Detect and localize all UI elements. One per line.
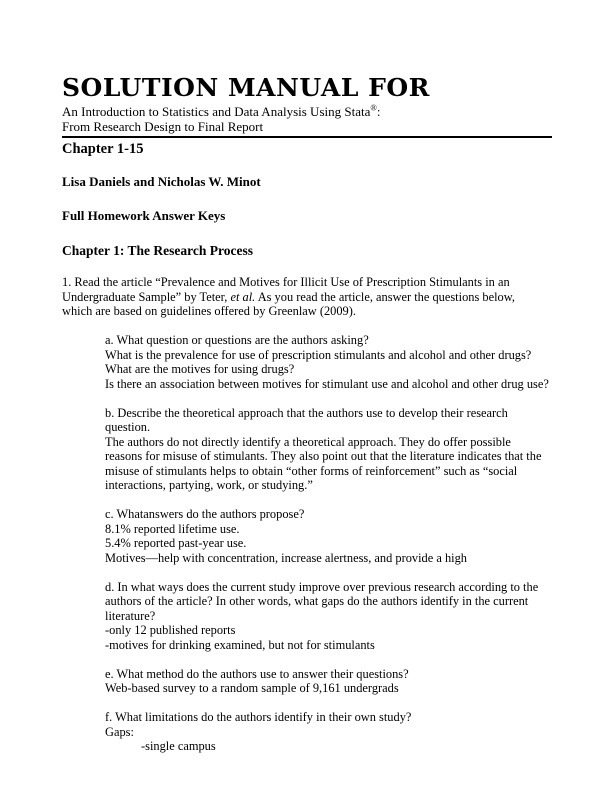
text-line: -motives for drinking examined, but not for stimulants (105, 637, 375, 652)
text-line: 5.4% reported past-year use. (105, 536, 247, 550)
book-title-block (62, 104, 552, 134)
text-line: 8.1% reported lifetime use. (105, 521, 240, 536)
text-line: e. What method do the authors use to answer their questions? (105, 666, 409, 681)
page-content (62, 76, 552, 754)
text-line (62, 304, 552, 319)
text-line: Motives—help with concentration, increase alertness, and provide a high (105, 550, 467, 565)
answer-block (105, 333, 552, 391)
text-line: f. What limitations do the authors identify in their own study? (105, 710, 412, 724)
book-title-main: An Introduction to Statistics and Data Analysis Using Stata (62, 104, 371, 119)
text-segment: 1. Read the article “Prevalence and Motives for Illicit Use of Prescription Stimulants in an (62, 275, 510, 289)
text-line: What is the prevalence for use of prescription stimulants and alcohol and other drugs? (105, 347, 532, 362)
text-line: c. Whatanswers do the authors propose? (105, 507, 305, 521)
body-text (62, 275, 552, 754)
series-title: SOLUTION MANUAL FOR (62, 74, 430, 102)
text-line: b. Describe the theoretical approach that the authors use to develop their research (105, 405, 508, 420)
italic-text-segment: et al. (230, 289, 256, 304)
text-line: reasons for misuse of stimulants. They also point out that the literature indicates that the (105, 449, 542, 463)
text-line: The authors do not directly identify a theoretical approach. They do offer possible (105, 434, 511, 449)
text-line: Web-based survey to a random sample of 9,161 undergrads (105, 681, 399, 695)
answer-block (105, 580, 552, 653)
text-line: authors of the article? In other words, what gaps do the authors identify in the current (105, 594, 529, 608)
text-line: interactions, partying, work, or studying.” (105, 478, 313, 492)
chapter-one-heading: Chapter 1: The Research Process (62, 243, 253, 258)
text-line: a. What question or questions are the authors asking? (105, 333, 369, 347)
answer-block (105, 710, 552, 754)
text-line: question. (105, 420, 151, 434)
chapter-range-heading: Chapter 1-15 (62, 141, 144, 157)
text-line: literature? (105, 608, 156, 623)
text-line: Is there an association between motives for stimulant use and alcohol and other drug use? (105, 376, 549, 391)
text-line (62, 290, 552, 305)
text-segment: Undergraduate Sample” by Teter, (62, 289, 231, 304)
text-line (62, 275, 552, 290)
text-line: d. In what ways does the current study improve over previous research according to the (105, 579, 539, 594)
text-line: Gaps: (105, 724, 134, 739)
book-title-line (62, 104, 552, 119)
answer-block (105, 667, 552, 696)
answer-block (105, 507, 552, 565)
text-line: misuse of stimulants helps to obtain “other forms of reinforcement” such as “social (105, 463, 518, 478)
authors-heading: Lisa Daniels and Nicholas W. Minot (62, 174, 261, 189)
text-line: What are the motives for using drugs? (105, 362, 295, 376)
text-segment: As you read the article, answer the questions below, (255, 289, 515, 304)
text-line: -single campus (141, 739, 216, 753)
registered-trademark-mark: ® (370, 102, 377, 113)
answer-block (105, 406, 552, 493)
text-segment: which are based on guidelines offered by Greenlaw (2009). (62, 304, 356, 318)
answer-blocks (105, 333, 552, 754)
answer-keys-heading: Full Homework Answer Keys (62, 208, 226, 223)
text-line: -only 12 published reports (105, 623, 236, 637)
header-divider-rule (62, 136, 552, 138)
book-title-colon: : (376, 104, 381, 119)
book-subtitle: From Research Design to Final Report (62, 119, 264, 134)
intro-paragraph (62, 275, 552, 319)
